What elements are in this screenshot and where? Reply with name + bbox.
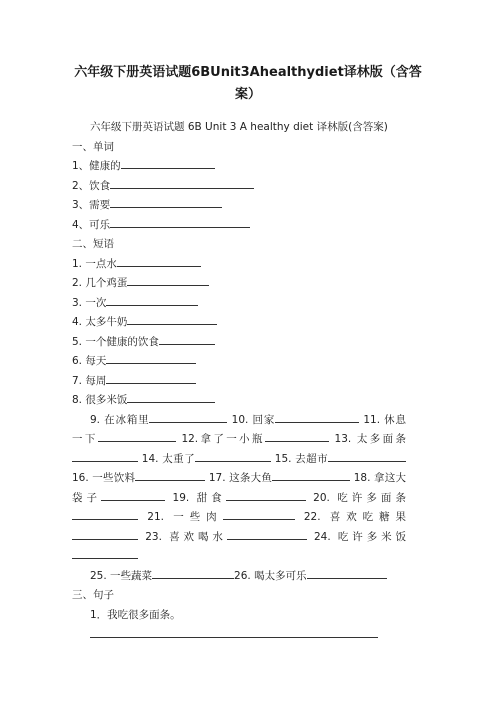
blank-line	[226, 489, 306, 501]
blank-line	[127, 274, 209, 286]
phrase-item: 3. 一次	[72, 294, 422, 314]
blank-line	[149, 411, 227, 423]
phrase-item: 7. 每周	[72, 372, 422, 392]
phrase-line-25-26: 25. 一些蔬菜 26. 喝太多可乐	[72, 567, 422, 587]
blank-line	[265, 430, 329, 442]
blank-line	[307, 567, 387, 579]
word-item: 2、饮食	[72, 177, 422, 197]
phrase-item: 6. 每天	[72, 352, 422, 372]
blank-line	[110, 196, 222, 208]
document-title	[62, 62, 434, 106]
section-heading-words: 一、单词	[72, 140, 114, 153]
blank-line	[106, 372, 196, 384]
blank-line	[135, 469, 205, 481]
blank-line	[98, 430, 176, 442]
blank-line	[72, 450, 138, 462]
phrase-item: 5. 一个健康的饮食	[72, 333, 422, 353]
blank-line	[227, 528, 307, 540]
section-heading-phrases: 二、短语	[72, 238, 114, 250]
blank-line	[110, 177, 254, 189]
blank-line	[72, 547, 138, 559]
blank-line	[110, 216, 250, 228]
title-line-1: 六年级下册英语试题6BUnit3Ahealthydiet译林版（含答	[74, 65, 422, 80]
word-item: 4、可乐	[72, 216, 422, 236]
word-item: 1、健康的	[72, 157, 422, 177]
phrase-item: 8. 很多米饭	[72, 391, 422, 411]
blank-line	[127, 391, 215, 403]
blank-line	[101, 489, 165, 501]
blank-line	[127, 313, 217, 325]
blank-line	[117, 255, 201, 267]
subtitle: 六年级下册英语试题 6B Unit 3 A healthy diet 译林版(含答案)	[90, 121, 388, 133]
word-item: 3、需要	[72, 196, 422, 216]
answer-line	[90, 625, 378, 638]
phrase-item: 2. 几个鸡蛋	[72, 274, 422, 294]
blank-line	[159, 333, 215, 345]
blank-line	[106, 294, 198, 306]
blank-line	[223, 508, 295, 520]
title-line-2: 案）	[234, 87, 261, 102]
phrase-item: 4. 太多牛奶	[72, 313, 422, 333]
blank-line	[72, 508, 138, 520]
phrase-item: 1. 一点水	[72, 255, 422, 275]
blank-line	[272, 469, 350, 481]
section-heading-sentences: 三、句子	[72, 589, 114, 601]
blank-line	[72, 528, 138, 540]
blank-line	[275, 411, 359, 423]
document-body	[72, 118, 422, 638]
phrase-paragraph: 9. 在冰箱里 10. 回家 11. 休息一下 12.拿了一小瓶 13. 太多面条 14. 太重了 15. 去超市 16. 一些饮料 17. 这条大鱼 18. 拿这大袋子 19. 甜食 20. 吃许多面条 21. 一些肉 22. 喜欢吃糖果 23. 喜欢喝水 24. 吃许多米饭	[72, 411, 406, 567]
blank-line	[121, 157, 215, 169]
sentence-item: 1．我吃很多面条。	[90, 608, 181, 621]
blank-line	[328, 450, 406, 462]
blank-line	[195, 450, 271, 462]
blank-line	[152, 567, 234, 579]
blank-line	[106, 352, 196, 364]
